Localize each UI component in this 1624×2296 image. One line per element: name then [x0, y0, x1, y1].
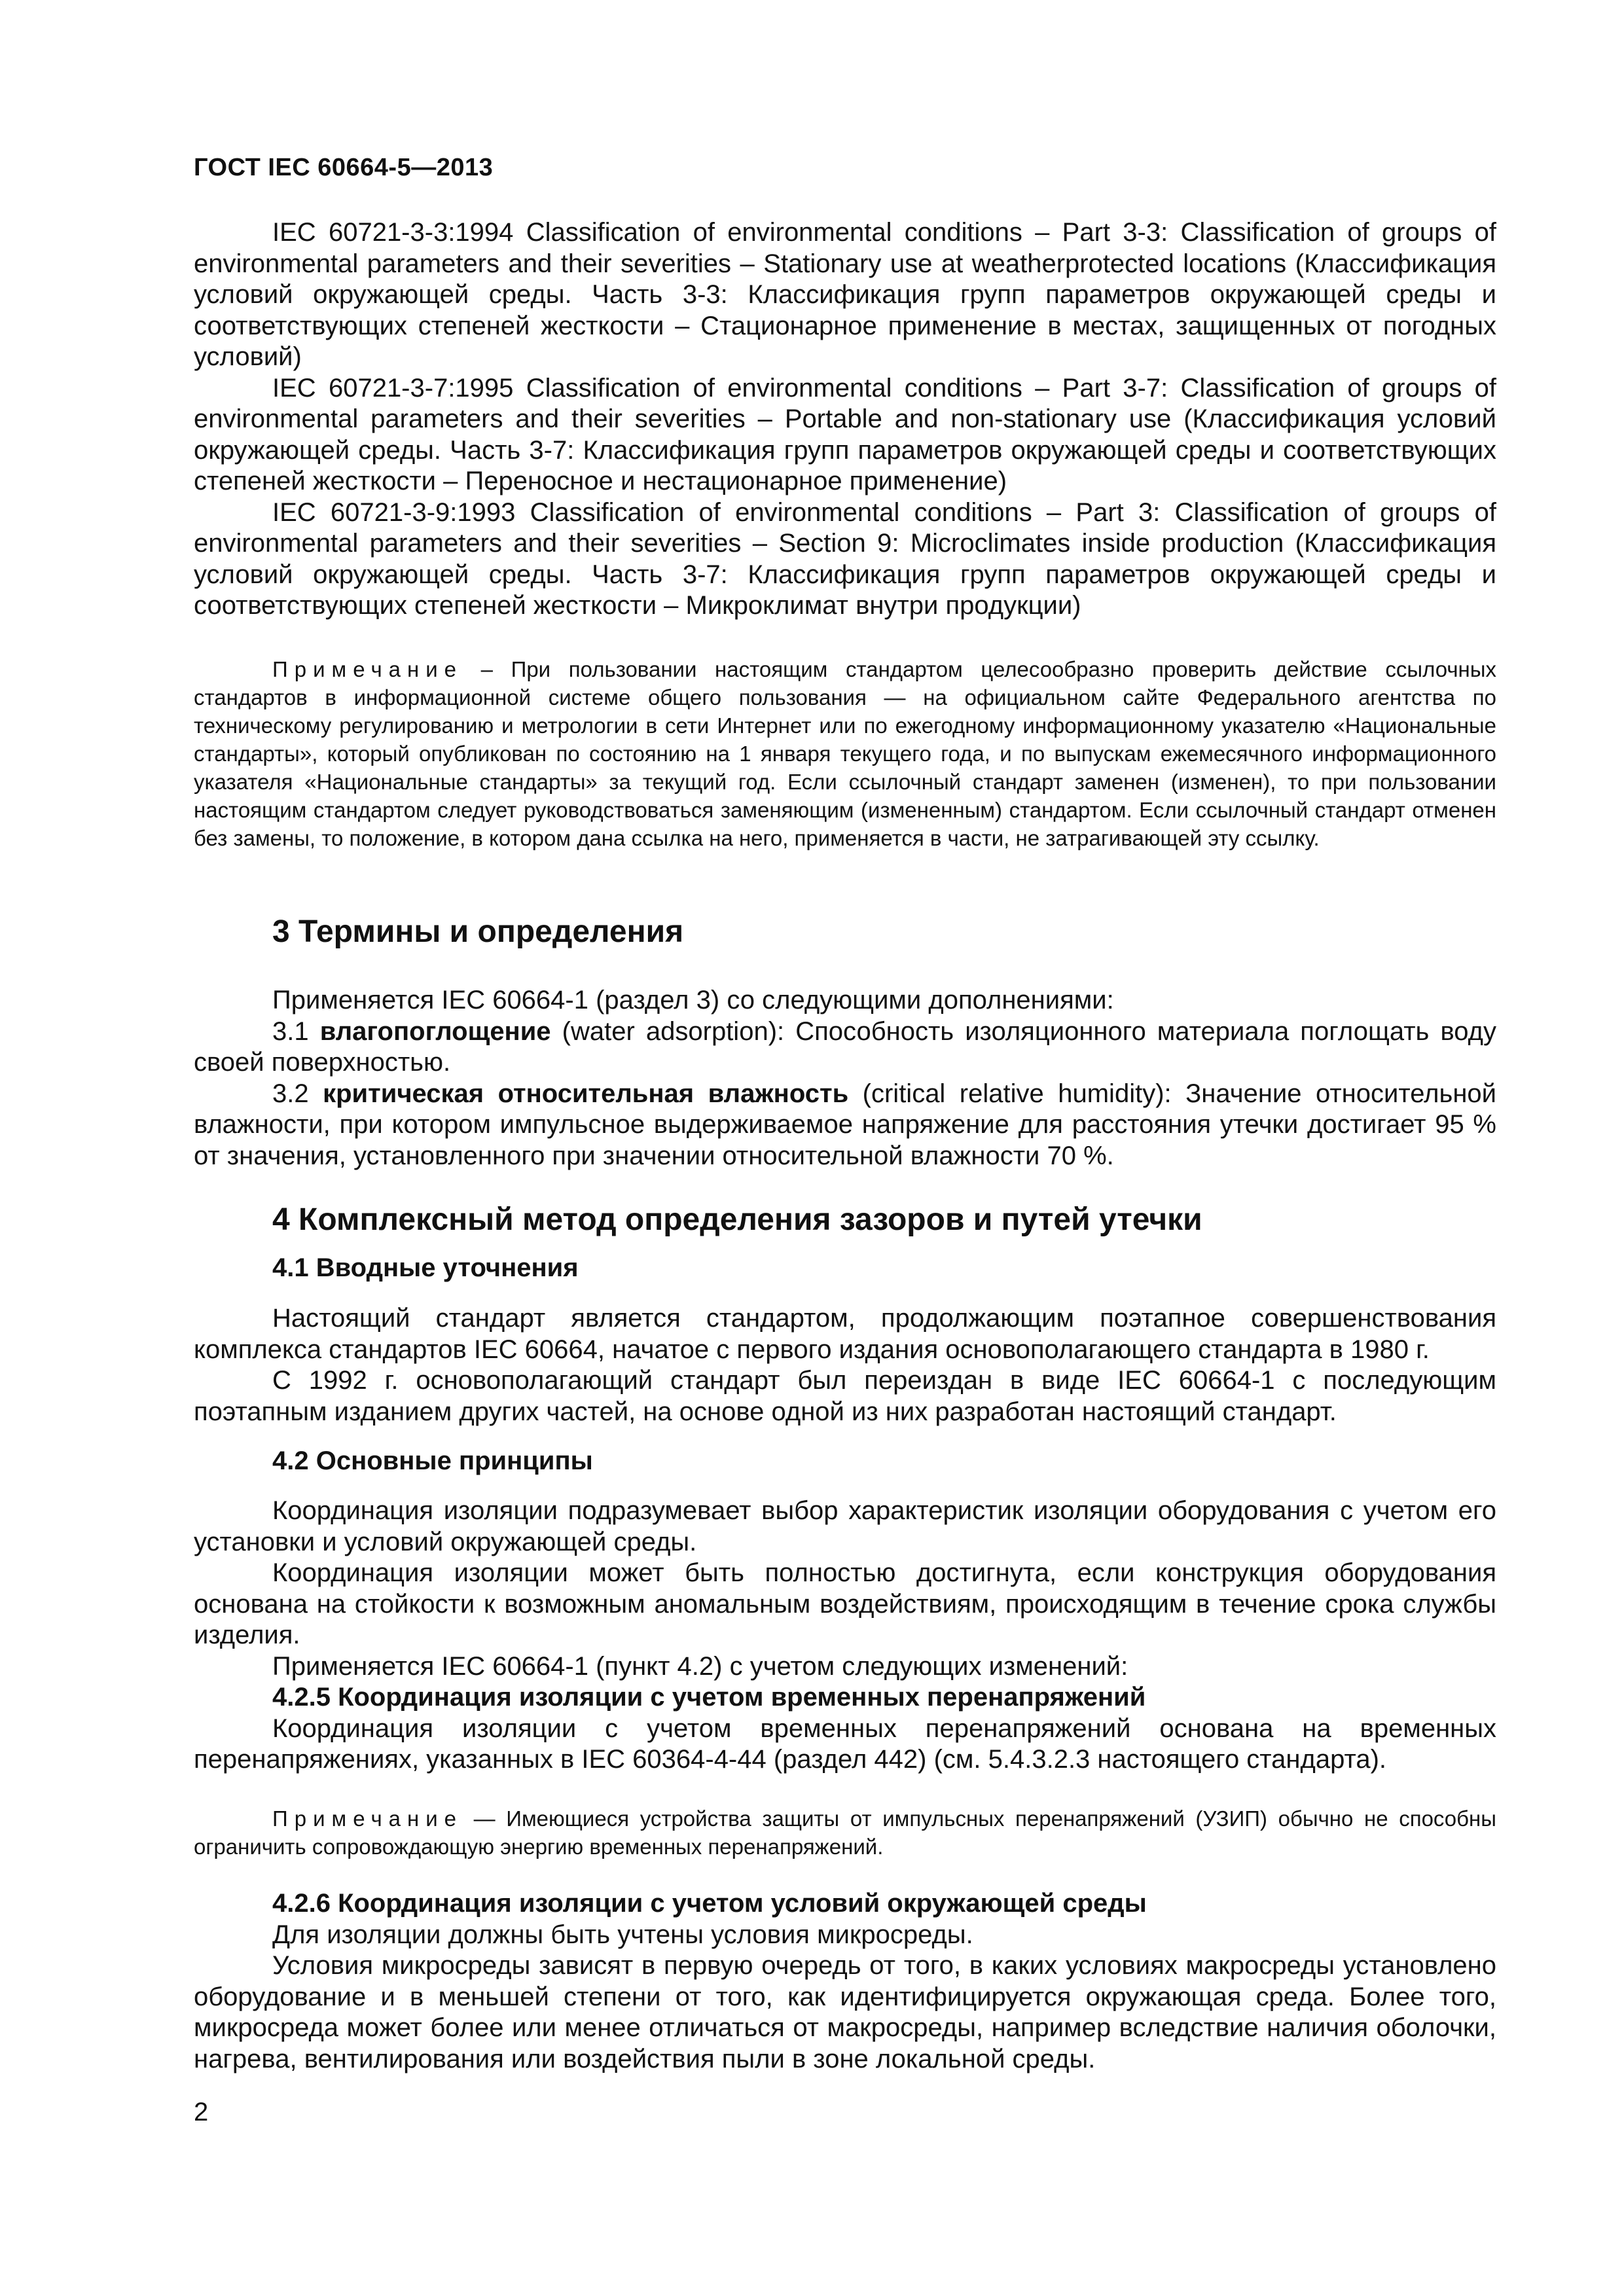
- note-label: Примечание: [272, 1806, 463, 1831]
- section-heading: 3 Термины и определения: [272, 914, 684, 949]
- subsection-4-1-body: [194, 1303, 1496, 1427]
- subsection-heading: 4.2.5 Координация изоляции с учетом временных перенапряжений: [272, 1683, 1146, 1712]
- section-heading: 4 Комплексный метод определения зазоров и путей утечки: [272, 1202, 1202, 1237]
- note-overvoltage: [194, 1804, 1496, 1861]
- subsection-4-1: [194, 1253, 1496, 1283]
- subsection-4-2: [194, 1446, 1496, 1476]
- reference-item: IEC 60721-3-9:1993 Classification of environmental conditions – Part 3: Classification of groups of environmental parameters and their severities – Section 9: Microclimates inside production (Классификация условий окружающей среды. Часть 3-7: Классификация групп параметров окружающей среды и соответствующих степеней жесткости – Микроклимат внутри продукции): [194, 497, 1496, 620]
- term-name: влагопоглощение: [319, 1016, 551, 1046]
- section-4-heading-block: [194, 1202, 1496, 1238]
- term-number: 3.1: [272, 1016, 320, 1046]
- standard-designation: ГОСТ IEC 60664-5—2013: [194, 154, 494, 181]
- term-text: (critical relative humidity): Значение относительной влажности, при котором импульсное выдерживаемое напряжение для расстояния утечки достигает 95 % от значения, установленного при значении относительной влажности 70 %.: [194, 1079, 1496, 1170]
- note-label: Примечание: [272, 657, 463, 681]
- section-3-heading-block: [194, 914, 1496, 950]
- section-intro: Применяется IEC 60664-1 (раздел 3) со следующими дополнениями:: [272, 986, 1114, 1014]
- body-paragraph: Условия микросреды зависят в первую очередь от того, в каких условиях макросреды установлено оборудование и в меньшей степени от того, как идентифицируется окружающая среда. Более того, микросреда может более или менее отличаться от макросреды, например вследствие наличия оболочки, нагрева, вентилирования или воздействия пыли в зоне локальной среды.: [194, 1951, 1496, 2073]
- body-paragraph: Координация изоляции может быть полностью достигнута, если конструкция оборудования основана на стойкости к возможным аномальным воздействиям, происходящим в течение срока службы изделия.: [194, 1558, 1496, 1649]
- term-number: 3.2: [272, 1079, 323, 1108]
- body-paragraph: Координация изоляции подразумевает выбор характеристик изоляции оборудования с учетом его установки и условий окружающей среды.: [194, 1496, 1496, 1556]
- note-paragraph: [194, 655, 1496, 852]
- term-text: (water adsorption): Способность изоляционного материала поглощать воду своей поверхностью.: [194, 1016, 1496, 1077]
- subsection-4-2-body: [194, 1496, 1496, 1776]
- term-definition: [194, 1079, 1496, 1172]
- subsection-4-2-6: [194, 1888, 1496, 2075]
- subsection-heading: 4.1 Вводные уточнения: [272, 1253, 579, 1282]
- term-name: критическая относительная влажность: [323, 1079, 849, 1108]
- subsection-heading: 4.2.6 Координация изоляции с учетом условий окружающей среды: [272, 1889, 1147, 1918]
- body-paragraph: С 1992 г. основополагающий стандарт был переиздан в виде IEC 60664-1 с последующим поэтапным изданием других частей, на основе одной из них разработан настоящий стандарт.: [194, 1366, 1496, 1426]
- note-text: – При пользовании настоящим стандартом целесообразно проверить действие ссылочных стандартов в информационной системе общего пользования — на официальном сайте Федерального агентства по техническому регулированию и метрологии в сети Интернет или по ежегодному информационному указателю «Национальные стандарты», который опубликован по состоянию на 1 января текущего года, и по выпускам ежемесячного информационного указателя «Национальные стандарты» за текущий год. Если ссылочный стандарт заменен (изменен), то при пользовании настоящим стандартом следует руководствоваться заменяющим (измененным) стандартом. Если ссылочный стандарт отменен без замены, то положение, в котором дана ссылка на него, применяется в части, не затрагивающей эту ссылку.: [194, 657, 1496, 850]
- section-3-body: [194, 985, 1496, 1172]
- body-paragraph: Настоящий стандарт является стандартом, продолжающим поэтапное совершенствования комплекса стандартов IEC 60664, начатое с первого издания основополагающего стандарта в 1980 г.: [194, 1304, 1496, 1364]
- references-block: [194, 217, 1496, 622]
- body-paragraph: Для изоляции должны быть учтены условия микросреды.: [272, 1920, 973, 1949]
- subsection-heading: 4.2 Основные принципы: [272, 1446, 593, 1475]
- reference-item: IEC 60721-3-3:1994 Classification of environmental conditions – Part 3-3: Classification of groups of environmental parameters and their severities – Stationary use at weatherprotected locations (Классификация условий окружающей среды. Часть 3-3: Классификация групп параметров окружающей среды и соответствующих степеней жесткости – Стационарное применение в местах, защищенных от погодных условий): [194, 218, 1496, 371]
- page-number: 2: [194, 2098, 209, 2126]
- note-text: — Имеющиеся устройства защиты от импульсных перенапряжений (УЗИП) обычно не способны ограничить сопровождающую энергию временных перенапряжений.: [194, 1806, 1496, 1859]
- body-paragraph: Применяется IEC 60664-1 (пункт 4.2) с учетом следующих изменений:: [272, 1651, 1128, 1681]
- term-definition: [194, 1016, 1496, 1079]
- note-references: [194, 655, 1496, 852]
- body-paragraph: Координация изоляции с учетом временных перенапряжений основана на временных перенапряжениях, указанных в IEC 60364-4-44 (раздел 442) (см. 5.4.3.2.3 настоящего стандарта).: [194, 1713, 1496, 1774]
- note-paragraph: [194, 1804, 1496, 1861]
- reference-item: IEC 60721-3-7:1995 Classification of environmental conditions – Part 3-7: Classification of groups of environmental parameters and their severities – Portable and non-stationary use (Классификация условий окружающей среды. Часть 3-7: Классификация групп параметров окружающей среды и соответствующих степеней жесткости – Переносное и нестационарное применение): [194, 373, 1496, 495]
